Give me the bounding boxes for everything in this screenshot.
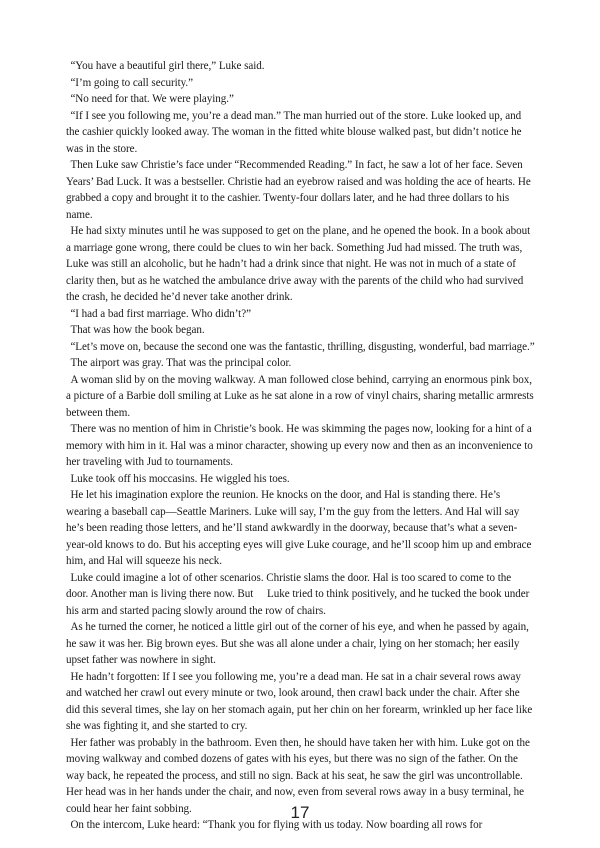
paragraph: “No need for that. We were playing.” [70, 93, 234, 105]
body-text [66, 58, 536, 834]
paragraph: “Let’s move on, because the second one was the fantastic, thrilling, disgusting, wonderful, bad marriage.” [70, 340, 535, 353]
paragraph: The airport was gray. That was the principal color. [70, 357, 292, 369]
paragraph: “If I see you following me, you’re a dead man.” The man hurried out of the store. Luke looked up, and the cashier quickly looked away. The woman in the fitted white blouse walked past, but didn’t notice he was in the store. [66, 109, 522, 155]
page-number: 17 [290, 803, 310, 822]
paragraph: He let his imagination explore the reunion. He knocks on the door, and Hal is standing there. He’s wearing a baseball cap—Seattle Mariners. Luke will say, I’m the guy from the letters. And Hal will say he’s been reading those letters, and he’ll stand awkwardly in the doorway, because that’s what a seven-year-old knows to do. But his accepting eyes will give Luke courage, and he’ll scoop him up and embrace him, and Hal will squeeze his neck. [66, 489, 532, 567]
paragraph: That was how the book began. [70, 324, 205, 336]
paragraph: Luke could imagine a lot of other scenarios. Christie slams the door. Hal is too scared to come to the door. Another man is living there now. But Luke tried to think positively, and he tucked the book under his arm and started pacing slowly around the row of chairs. [66, 571, 530, 617]
paragraph: There was no mention of him in Christie’s book. He was skimming the pages now, looking for a hint of a memory with him in it. Hal was a minor character, showing up every now and then as an inconvenience to her traveling with Jud to tournaments. [66, 423, 533, 468]
paragraph: As he turned the corner, he noticed a little girl out of the corner of his eye, and when he passed by again, he saw it was her. Big brown eyes. But she was all alone under a chair, lying on her stomach; her easily upset father was nowhere in sight. [66, 621, 529, 666]
paragraph: He hadn’t forgotten: If I see you following me, you’re a dead man. He sat in a chair several rows away and watched her crawl out every minute or two, look around, then crawl back under the chair. After she did this several times, she lay on her stomach again, put her chin on her forearm, wrinkled up her face like she was fighting it, and she started to cry. [66, 670, 533, 732]
paragraph: “You have a beautiful girl there,” Luke said. [70, 60, 265, 72]
paragraph: On the intercom, Luke heard: “Thank you for flying with us today. Now boarding all rows for [70, 819, 483, 831]
paragraph: “I had a bad first marriage. Who didn’t?” [70, 307, 251, 320]
paragraph: Her father was probably in the bathroom. Even then, he should have taken her with him. Luke got on the moving walkway and combed dozens of gates with his eyes, but there was no sign of the father. On the way back, he repeated the process, and still no sign. Back at his seat, he saw the girl was uncontrollable. Her head was in her hands under the chair, and now, even from several rows away in a busy terminal, he could hear her faint sobbing. [66, 736, 530, 815]
paragraph: Then Luke saw Christie’s face under “Recommended Reading.” In fact, he saw a lot of her face. Seven Years’ Bad Luck. It was a bestseller. Christie had an eyebrow raised and was holding the ace of hearts. He grabbed a copy and brought it to the cashier. Twenty-four dollars later, and he had three dollars to his name. [66, 159, 531, 221]
paragraph: He had sixty minutes until he was supposed to get on the plane, and he opened the book. In a book about a marriage gone wrong, there could be clues to win her back. Something Jud had missed. The truth was, Luke was still an alcoholic, but he hadn’t had a drink since that night. He was not in much of a state of clarity then, but as he watched the ambulance drive away with the parents of the child who had survived the crash, he decided he’d never take another drink. [66, 225, 531, 303]
paragraph: Luke took off his moccasins. He wiggled his toes. [70, 472, 290, 485]
paragraph: A woman slid by on the moving walkway. A man followed close behind, carrying an enormous pink box, a picture of a Barbie doll smiling at Luke as he sat alone in a row of vinyl chairs, sharing metallic armrests between them. [66, 373, 534, 419]
paragraph: “I’m going to call security.” [70, 76, 194, 89]
